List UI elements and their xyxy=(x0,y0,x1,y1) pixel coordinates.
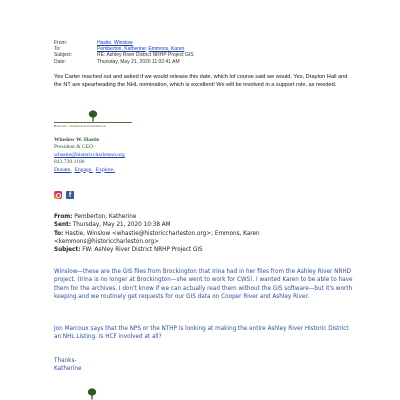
signature-title: President & CEO xyxy=(54,144,94,151)
signature-name: Winslow W. Hastie xyxy=(54,137,100,143)
social-links xyxy=(54,191,74,199)
logo-text: Historic Charleston Foundation xyxy=(54,124,106,128)
email-header xyxy=(54,40,194,65)
to-label: To: xyxy=(54,46,61,53)
forwarded-header xyxy=(54,213,354,254)
forwarded-paragraph-1: Winslow—these are the GIS files from Brockington that Irina had in her files from the Ashley River NRHD project. (Irina is no longer at Brockington—she went to work for CWS). I wanted Karen to be able to have them for the archives. I don't know if we can actually read them without the GIS software—but it's worth keeping and we routinely get requests for our GIS data on Cooper River and Ashley River. xyxy=(54,269,353,300)
tree-footer-icon xyxy=(87,388,97,400)
subject-label: Subject: xyxy=(54,52,73,59)
fwd-to-label: To: xyxy=(54,230,64,237)
fwd-subject-value: FW: Ashley River District NRHP Project GIS xyxy=(82,247,203,254)
date-value: Thursday, May 21, 2020 11:02:41 AM xyxy=(97,58,180,65)
closing-thanks: Thanks- xyxy=(54,358,77,364)
signature-phone: 843.720.1186 xyxy=(54,159,85,166)
engage-link[interactable]: Engage. xyxy=(74,166,93,173)
logo-divider xyxy=(54,122,132,123)
explore-link[interactable]: Explore. xyxy=(95,166,115,173)
from-label: From: xyxy=(54,40,68,46)
date-label: Date: xyxy=(54,58,66,65)
fwd-subject-label: Subject: xyxy=(54,247,81,254)
fwd-sent-label: Sent: xyxy=(54,222,71,229)
to-value-link-1[interactable]: Pemberton, Katherine xyxy=(97,46,146,53)
reply-body: Yes Carter reached out and asked if we would release this date, which lof course said we would. Yes, Drayton Hall and the NT are spearheading the NHL nomination, which is excellent! We will be involved in a support role, as needed. xyxy=(54,74,348,88)
instagram-icon[interactable] xyxy=(54,191,62,199)
signature-email-link[interactable]: whastie@historiccharleston.org xyxy=(54,151,125,158)
fwd-from-label: From: xyxy=(54,214,73,220)
fwd-subject-row xyxy=(54,246,354,254)
forwarded-paragraph-2: Jon Marcoux says that the NPS or the NTHP is looking at making the entire Ashley River Historic District an NHL Listing. Is HCF involved at all? xyxy=(54,326,349,341)
signature xyxy=(54,137,125,174)
tree-logo-icon xyxy=(88,110,98,122)
forwarded-closing xyxy=(54,357,354,374)
signature-links xyxy=(54,167,125,174)
subject-value: RE: Ashley River District NRHP Project GIS xyxy=(97,52,194,59)
fwd-from-value: Pemberton, Katherine xyxy=(74,214,137,220)
fwd-to-row xyxy=(54,230,354,247)
fwd-from-row xyxy=(54,213,354,221)
fwd-to-value: Hastie, Winslow <whastie@historiccharleston.org>; Emmons, Karen <kemmons@historiccharleston.org> xyxy=(54,230,260,245)
from-value-link[interactable]: Hastie, Winslow xyxy=(97,40,133,46)
date-row xyxy=(54,59,194,65)
to-value-link-2[interactable]: Emmons, Karen xyxy=(148,46,185,53)
to-separator: ; xyxy=(145,46,148,53)
donate-link[interactable]: Donate. xyxy=(54,166,72,173)
facebook-icon[interactable]: f xyxy=(66,191,74,199)
fwd-sent-value: Thursday, May 21, 2020 10:38 AM xyxy=(72,222,171,229)
closing-name: Katherine xyxy=(54,366,82,373)
fwd-sent-row xyxy=(54,221,354,229)
